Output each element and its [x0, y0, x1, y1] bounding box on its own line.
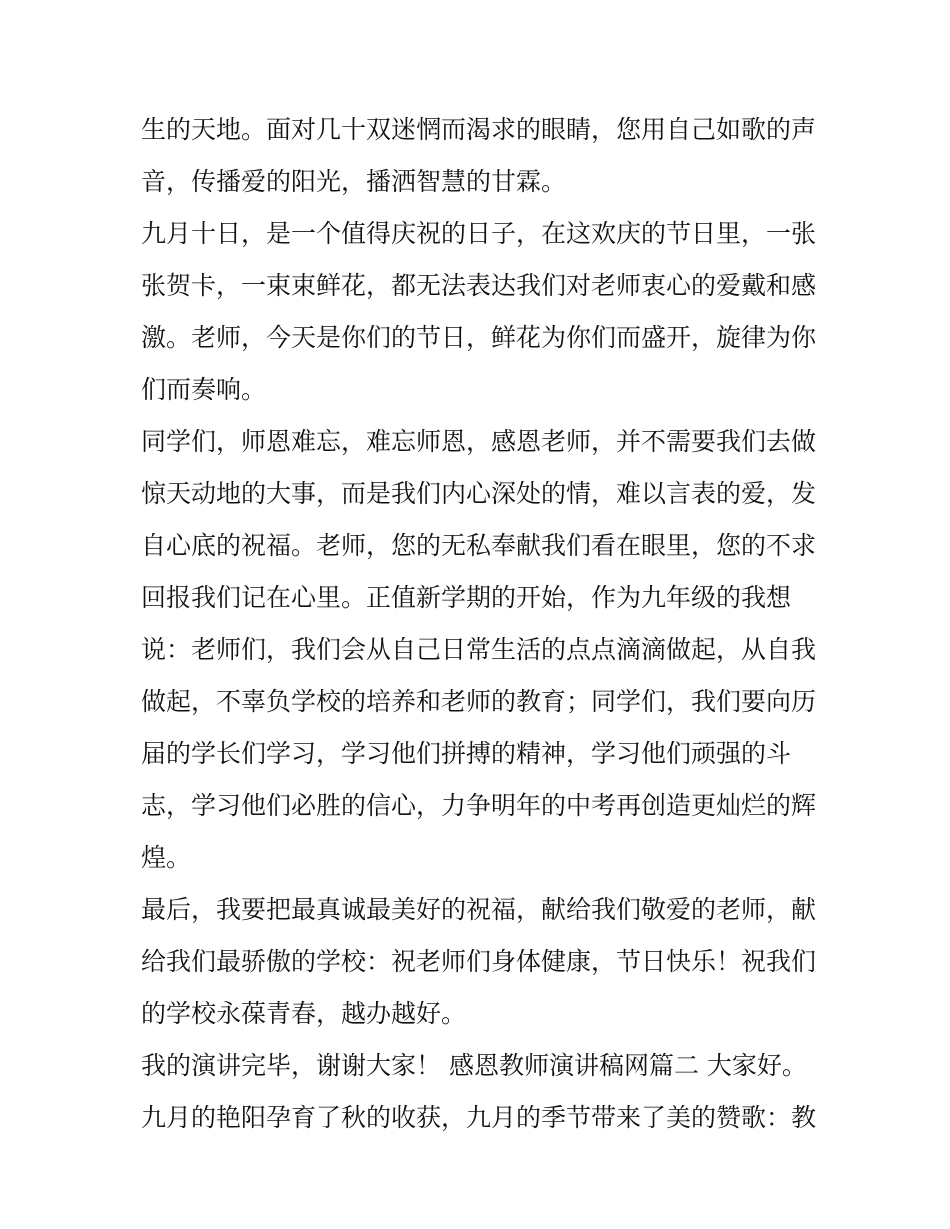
text-line: 最后，我要把最真诚最美好的祝福，献给我们敬爱的老师，献: [141, 895, 817, 924]
text-line: 惊天动地的大事，而是我们内心深处的情，难以言表的爱，发: [141, 479, 817, 508]
text-line: 志，学习他们必胜的信心，力争明年的中考再创造更灿烂的辉: [141, 791, 817, 820]
text-line: 音，传播爱的阳光，播洒智慧的甘霖。: [141, 167, 567, 196]
document-body: [141, 104, 817, 1144]
text-line: 生的天地。面对几十双迷惘而渴求的眼睛，您用自己如歌的声: [141, 115, 817, 144]
text-line: 做起，不辜负学校的培养和老师的教育；同学们，我们要向历: [141, 687, 817, 716]
text-line: 九月十日，是一个值得庆祝的日子，在这欢庆的节日里，一张: [141, 219, 817, 248]
text-line: 届的学长们学习，学习他们拼搏的精神，学习他们顽强的斗: [141, 739, 792, 768]
text-line: 张贺卡，一束束鲜花，都无法表达我们对老师衷心的爱戴和感: [141, 271, 817, 300]
text-line: 们而奏响。: [141, 375, 267, 404]
text-line: 同学们，师恩难忘，难忘师恩，感恩老师，并不需要我们去做: [141, 427, 817, 456]
text-line: 回报我们记在心里。正值新学期的开始，作为九年级的我想: [141, 583, 792, 612]
text-line: 九月的艳阳孕育了秋的收获，九月的季节带来了美的赞歌：教: [141, 1103, 817, 1132]
text-line: 给我们最骄傲的学校：祝老师们身体健康，节日快乐！祝我们: [141, 947, 817, 976]
text-line: 激。老师，今天是你们的节日，鲜花为你们而盛开，旋律为你: [141, 323, 817, 352]
text-line: 自心底的祝福。老师，您的无私奉献我们看在眼里，您的不求: [141, 531, 817, 560]
text-line: 说：老师们，我们会从自己日常生活的点点滴滴做起，从自我: [141, 635, 817, 664]
text-line: 我的演讲完毕，谢谢大家！ 感恩教师演讲稿网篇二 大家好。: [141, 1051, 807, 1080]
text-line: 的学校永葆青春，越办越好。: [141, 999, 467, 1028]
text-line: 煌。: [141, 843, 192, 872]
